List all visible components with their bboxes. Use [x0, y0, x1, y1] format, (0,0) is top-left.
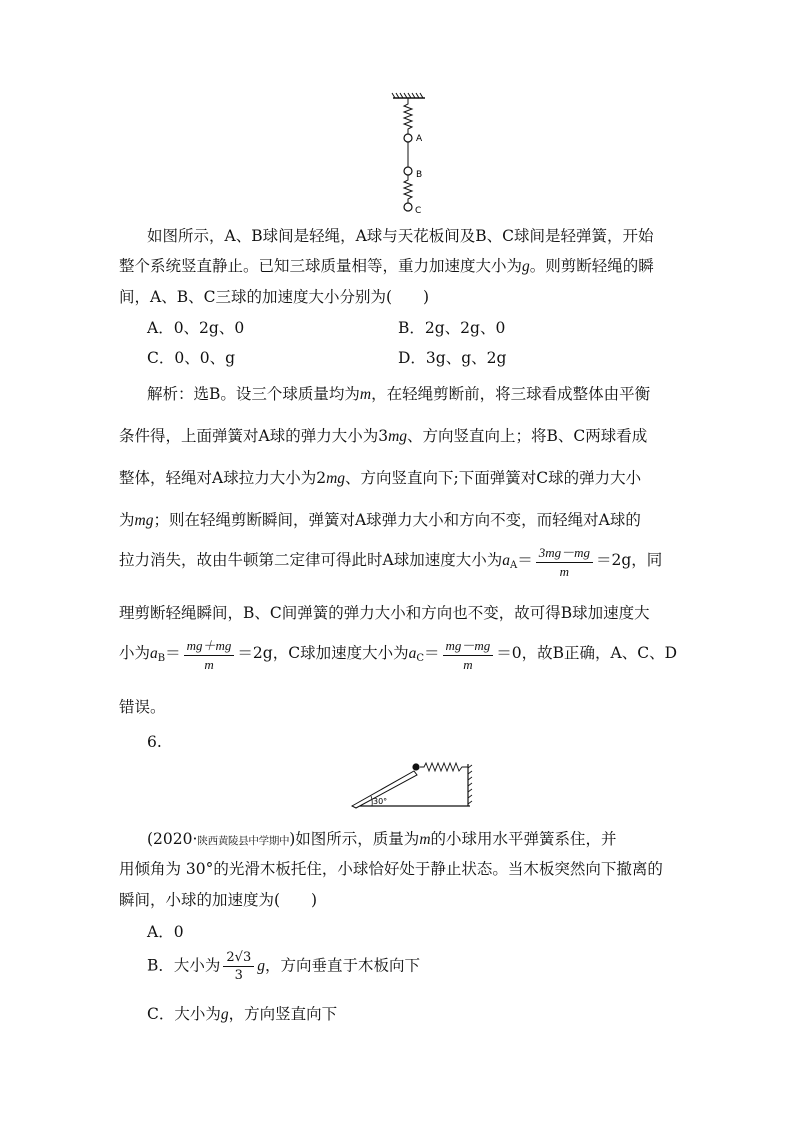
ball-a-label: A [416, 134, 423, 144]
q6-source: 陕西黄陵县中学期中 [197, 835, 290, 847]
q5-option-c: C．0、0、g [147, 349, 236, 367]
q6-line-1: (2020·陕西黄陵县中学期中)如图所示，质量为m的小球用水平弹簧系住，并 [147, 830, 617, 848]
q6-option-b: B．大小为 $\frac{2√3}{3}$ g，方向垂直于木板向下 [147, 950, 420, 983]
solution-line-4: 为mg；则在轻绳剪断瞬间，弹簧对A球弹力大小和方向不变，而轻绳对A球的 [119, 511, 641, 529]
q5-line-2: 整个系统竖直静止。已知三球质量相等，重力加速度大小为g。则剪断轻绳的瞬 [119, 257, 654, 275]
ball-a [404, 134, 412, 142]
fraction-c: $\frac{mg-mg}{m}$ [443, 635, 494, 673]
ball-b [404, 167, 412, 175]
q5-option-b: B．2g、2g、0 [398, 319, 506, 337]
ball-b-label: B [416, 170, 423, 180]
solution-line-2: 条件得，上面弹簧对A球的弹力大小为3mg、方向竖直向上；将B、C两球看成 [119, 427, 648, 445]
q6-option-c: C．大小为g，方向竖直向下 [147, 1005, 338, 1023]
q5-option-d: D．3g、g、2g [398, 349, 507, 367]
angle-label: 30° [373, 797, 388, 806]
q6-line-2: 用倾角为 30°的光滑木板托住，小球恰好处于静止状态。当木板突然向下撤离的 [119, 860, 663, 878]
q6-line-3: 瞬间，小球的加速度为( ) [119, 891, 318, 909]
incline-figure [350, 758, 475, 812]
q5-line-1: 如图所示，A、B球间是轻绳，A球与天花板间及B、C球间是轻弹簧，开始 [147, 227, 654, 245]
small-ball [412, 763, 419, 770]
solution-line-6: 理剪断轻绳瞬间，B、C间弹簧的弹力大小和方向也不变，故可得B球加速度大 [119, 604, 650, 622]
solution-line-3: 整体，轻绳对A球拉力大小为2mg、方向竖直向下;下面弹簧对C球的弹力大小 [119, 469, 642, 487]
upper-spring [404, 98, 412, 134]
spring-ball-figure [385, 92, 445, 222]
fraction-2root3-over-3: $\frac{2√3}{3}$ [223, 950, 254, 983]
lower-spring [404, 175, 412, 203]
horizontal-spring [420, 763, 468, 771]
q6-number: 6. [147, 733, 162, 751]
q6-option-a: A．0 [147, 923, 184, 941]
q5-option-a: A．0、2g、0 [147, 319, 245, 337]
solution-line-1: 解析：选B。设三个球质量均为m，在轻绳剪断前，将三球看成整体由平衡 [147, 385, 651, 403]
fraction-b: $\frac{mg+mg}{m}$ [184, 635, 235, 673]
solution-line-5: 拉力消失，故由牛顿第二定律可得此时A球加速度大小为$a_A=$ $\frac{3mg-mg}{m}$ ＝2g，同 [119, 542, 662, 580]
solution-line-8: 错误。 [119, 698, 166, 716]
q5-line-3: 间，A、B、C三球的加速度大小分别为( ) [119, 288, 430, 306]
fraction-a: $\frac{3mg-mg}{m}$ [536, 542, 593, 580]
ball-c [404, 203, 412, 211]
solution-line-7: 小为$a_B=$ $\frac{mg+mg}{m}$ ＝2g，C球加速度大小为$a_C=$ $\frac{mg-mg}{m}$ ＝0，故B正确，A、C、D [119, 635, 677, 673]
ball-c-label: C [415, 206, 422, 216]
